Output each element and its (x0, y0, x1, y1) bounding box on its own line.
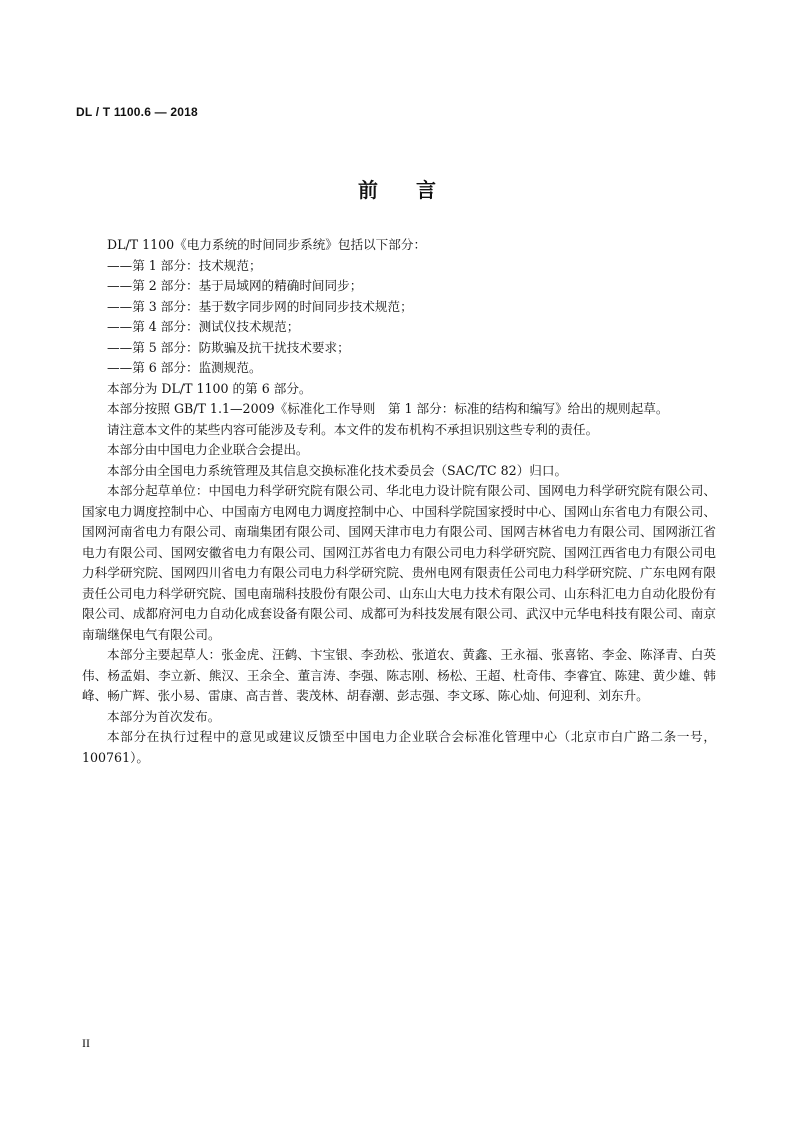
page-title: 前言 (358, 178, 474, 202)
list-item-part-3: ——第 3 部分：基于数字同步网的时间同步技术规范； (107, 298, 413, 314)
paragraph-drafting-rules: 本部分按照 GB/T 1.1—2009《标准化工作导则 第 1 部分：标准的结构和编写》给出的规则起草。 (107, 401, 669, 416)
list-item-part-2: ——第 2 部分：基于局域网的精确时间同步； (107, 278, 363, 293)
paragraph-technical-committee: 本部分由全国电力系统管理及其信息交换标准化技术委员会（SAC/TC 82）归口。 (107, 462, 568, 478)
list-item-part-1: ——第 1 部分：技术规范； (107, 257, 262, 273)
paragraph-drafting-organizations: 本部分起草单位：中国电力科学研究院有限公司、华北电力设计院有限公司、国网电力科学研究院有限公司、国家电力调度控制中心、中国南方电网电力调度控制中心、中国科学院国家授时中心、国网山东省电力有限公司、国网河南省电力有限公司、南瑞集团有限公司、国网天津市电力有限公司、国网吉林省电力有限公司、国网浙江省电力有限公司、国网安徽省电力有限公司、国网江苏省电力有限公司电力科学研究院、国网江西省电力有限公司电力科学研究院、国网四川省电力有限公司电力科学研究院、贵州电网有限责任公司电力科学研究院、广东电网有限责任公司电力科学研究院、国电南瑞科技股份有限公司、山东山大电力技术有限公司、山东科汇电力自动化股份有限公司、成都府河电力自动化成套设备有限公司、成都可为科技发展有限公司、武汉中元华电科技有限公司、南京南瑞继保电气有限公司。 (82, 483, 716, 642)
page-number: II (82, 1036, 90, 1050)
list-item-part-4: ——第 4 部分：测试仪技术规范； (107, 319, 300, 334)
paragraph-patent-notice: 请注意本文件的某些内容可能涉及专利。本文件的发布机构不承担识别这些专利的责任。 (107, 421, 599, 437)
paragraph-main-drafters: 本部分主要起草人：张金虎、汪鹤、卞宝银、李劲松、张道农、黄鑫、王永福、张喜铭、李金、陈泽青、白英伟、杨孟娟、李立新、熊汉、王余全、董言涛、李强、陈志刚、杨松、王超、杜奇伟、李睿宜、陈建、黄少雄、韩峰、畅广辉、张小易、雷康、高吉普、裴茂林、胡春潮、彭志强、李文琢、陈心灿、何迎利、刘东升。 (82, 647, 716, 703)
paragraph-first-issue: 本部分为首次发布。 (107, 708, 221, 724)
list-item-part-5: ——第 5 部分：防欺骗及抗干扰技术要求； (107, 339, 350, 355)
paragraph-part-statement: 本部分为 DL/T 1100 的第 6 部分。 (107, 380, 312, 396)
list-item-part-6: ——第 6 部分：监测规范。 (107, 360, 262, 375)
paragraph-feedback: 本部分在执行过程中的意见或建议反馈至中国电力企业联合会标准化管理中心（北京市白广路二条一号，100761）。 (82, 729, 716, 765)
paragraph-proposed-by: 本部分由中国电力企业联合会提出。 (107, 442, 309, 457)
paragraph-intro: DL/T 1100《电力系统的时间同步系统》包括以下部分： (107, 237, 427, 252)
foreword-body (82, 235, 716, 768)
standard-code: DL / T 1100.6 — 2018 (76, 105, 198, 119)
standard-code-header (76, 105, 198, 119)
